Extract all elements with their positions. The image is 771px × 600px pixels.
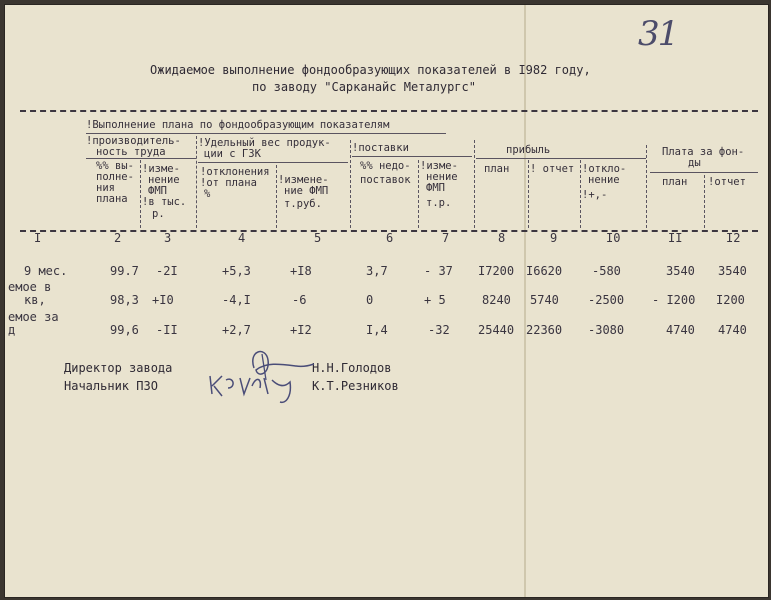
table-cell: -32: [428, 323, 450, 337]
rule-share: [198, 162, 348, 163]
header-profit-deviation: !откло-: [582, 163, 627, 175]
table-cell: +I8: [290, 264, 312, 278]
header-profit-deviation-2: нение: [588, 174, 620, 186]
page-number: 31: [638, 14, 678, 54]
table-cell: - 37: [424, 264, 453, 278]
col-guide: [704, 175, 705, 228]
table-cell: -580: [592, 264, 621, 278]
table-cell: 99.7: [110, 264, 139, 278]
table-cell: 0: [366, 293, 374, 307]
header-change-4: !в тыс.: [142, 196, 187, 208]
header-profit: прибыль: [506, 144, 551, 156]
col-number: II: [668, 231, 683, 245]
col-guide: [646, 145, 647, 228]
col-guide: [474, 140, 475, 228]
header-undelivered: %% недо-: [360, 160, 411, 172]
table-cell: -3080: [588, 323, 625, 337]
col-number: 4: [238, 231, 246, 245]
rule-productivity: [86, 158, 196, 159]
table-cell: I7200: [478, 264, 515, 278]
table-cell: -4,I: [222, 293, 251, 307]
header-profit-deviation-3: !+,-: [582, 189, 608, 201]
header-deliv-change-3: ФМП: [426, 182, 445, 194]
header-change-fmp-2: ние ФМП: [284, 185, 329, 197]
table-cell: I6620: [526, 264, 563, 278]
header-pct-2: полне-: [96, 171, 134, 183]
table-cell: +I2: [290, 323, 312, 337]
rule-profit: [476, 158, 646, 159]
table-cell: -2500: [588, 293, 625, 307]
table-cell: 8240: [482, 293, 511, 307]
header-productivity-2: ность труда: [96, 146, 166, 158]
head-name: К.Т.Резников: [312, 379, 399, 393]
col-guide: [580, 160, 581, 228]
col-number: I2: [726, 231, 741, 245]
col-guide: [140, 160, 141, 228]
header-change: !изме-: [142, 163, 180, 175]
col-guide: [276, 165, 277, 228]
col-number: I: [34, 231, 42, 245]
head-signature: [206, 366, 306, 411]
table-cell: 3540: [718, 264, 747, 278]
header-share-2: ции с ГЗК: [204, 148, 261, 160]
header-plan-group: !Выполнение плана по фондообразующим показателям: [86, 119, 390, 131]
table-cell: 99,6: [110, 323, 139, 337]
header-fund-plan: план: [662, 176, 688, 188]
header-share: !Удельный вес продук-: [198, 137, 331, 149]
header-profit-plan: план: [484, 163, 510, 175]
col-number: 9: [550, 231, 558, 245]
table-cell: I,4: [366, 323, 388, 337]
table-cell: -2I: [156, 264, 178, 278]
col-guide: [528, 160, 529, 228]
row-label: емое за: [8, 310, 59, 324]
header-change-fmp-3: т.руб.: [284, 198, 322, 210]
header-deliv-change: !изме-: [420, 160, 458, 172]
header-change-3: ФМП: [148, 185, 167, 197]
director-name: Н.Н.Голодов: [312, 361, 392, 375]
rule-group: [86, 133, 446, 134]
col-number: 8: [498, 231, 506, 245]
header-profit-report: ! отчет: [530, 163, 575, 175]
rule-fund: [650, 172, 758, 173]
col-guide: [350, 140, 351, 228]
col-number: 6: [386, 231, 394, 245]
header-pct-4: плана: [96, 193, 128, 205]
table-cell: +2,7: [222, 323, 251, 337]
table-cell: 25440: [478, 323, 515, 337]
table-cell: 98,3: [110, 293, 139, 307]
table-cell: I200: [716, 293, 745, 307]
col-number: 5: [314, 231, 322, 245]
header-deviation-3: %: [204, 188, 211, 200]
director-title: Директор завода: [64, 361, 173, 375]
head-title: Начальник ПЗО: [64, 379, 158, 393]
col-guide: [196, 136, 197, 228]
col-number: I0: [606, 231, 621, 245]
col-number: 7: [442, 231, 450, 245]
row-label: кв,: [24, 293, 46, 307]
table-cell: 3,7: [366, 264, 388, 278]
table-cell: 4740: [718, 323, 747, 337]
header-change-2: нение: [148, 174, 180, 186]
header-deliv-change-4: т.р.: [426, 197, 452, 209]
col-number: 3: [164, 231, 172, 245]
table-cell: +5,3: [222, 264, 251, 278]
table-cell: - I200: [652, 293, 696, 307]
header-deviation-2: !от плана: [200, 177, 257, 189]
table-cell: 22360: [526, 323, 563, 337]
table-cell: +I0: [152, 293, 174, 307]
header-change-5: р.: [152, 208, 165, 220]
table-cell: -II: [156, 323, 178, 337]
header-undelivered-2: поставок: [360, 174, 411, 186]
col-number: 2: [114, 231, 122, 245]
page-fold: [524, 5, 526, 597]
separator-top: [20, 110, 758, 112]
table-cell: + 5: [424, 293, 446, 307]
table-cell: 3540: [666, 264, 695, 278]
title-line-1: Ожидаемое выполнение фондообразующих показателей в I982 году,: [150, 63, 591, 77]
table-cell: 4740: [666, 323, 695, 337]
table-cell: 5740: [530, 293, 559, 307]
header-fund-report: !отчет: [708, 176, 746, 188]
table-cell: -6: [292, 293, 307, 307]
header-fund-2: ды: [688, 157, 701, 169]
rule-deliveries: [352, 156, 472, 157]
col-guide: [418, 160, 419, 228]
title-line-2: по заводу "Сарканайс Металургс": [252, 80, 476, 94]
header-deliveries: !поставки: [352, 142, 409, 154]
header-deviation: !отклонения: [200, 166, 270, 178]
row-label: емое в: [8, 280, 52, 294]
header-pct: %% вы-: [96, 160, 134, 172]
row-label: 9 мес.: [24, 264, 68, 278]
header-fund: Плата за фон-: [662, 146, 745, 158]
row-label: д: [8, 323, 16, 337]
header-deliv-change-2: нение: [426, 171, 458, 183]
header-pct-3: ния: [96, 182, 115, 194]
header-change-fmp: !измене-: [278, 174, 329, 186]
header-productivity: !производитель-: [86, 135, 181, 147]
